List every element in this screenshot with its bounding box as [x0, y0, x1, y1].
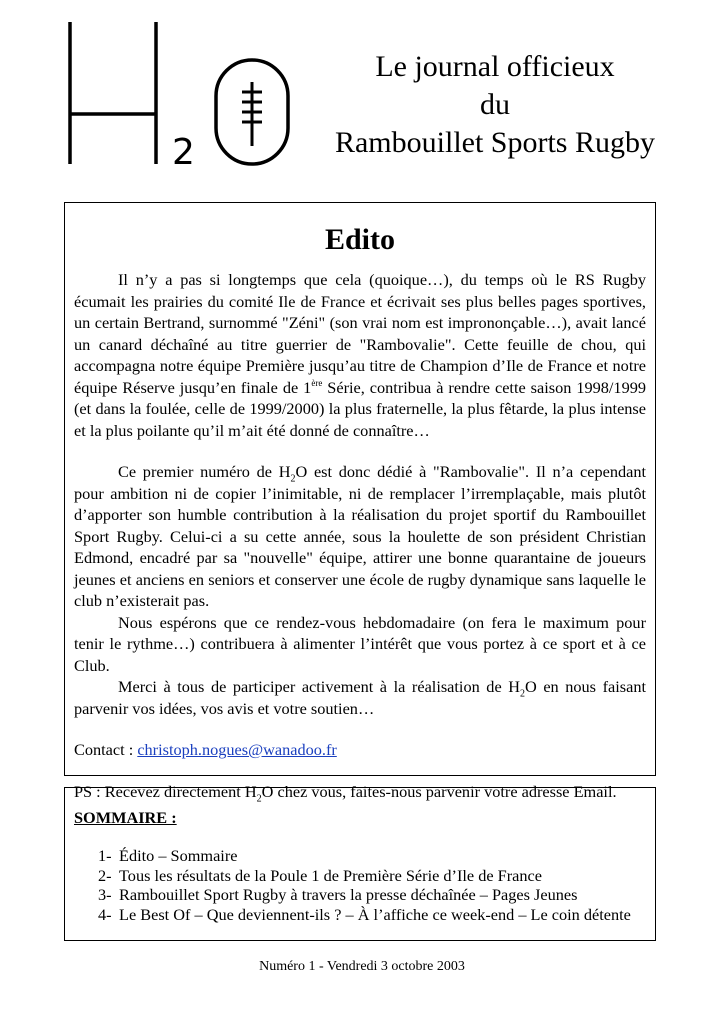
edito-box [64, 202, 656, 804]
issue-footer: Numéro 1 - Vendredi 3 octobre 2003 [259, 959, 465, 974]
edito-paragraph-4: Merci à tous de participer activement à la réalisation de $H_2O$ en nous faisant parvenir vos idées, vos avis et votre soutien… [74, 677, 646, 718]
title-line-1: Le journal officieux [375, 50, 615, 83]
sommaire-item: 3- Rambouillet Sport Rugby à travers la presse déchaînée – Pages Jeunes [98, 885, 578, 904]
ps-line: PS : Recevez directement $H_2O$ chez vous, faites-nous parvenir votre adresse Email. [74, 781, 617, 804]
contact-line: Contact : christoph.nogues@wanadoo.fr [74, 740, 337, 759]
edito-paragraph-1: Il n’y a pas si longtemps que cela (quoique…), du temps où le RS Rugby écumait les prairies du comité Ile de France et écrivait ses plus belles pages sportives, un certain Bertrand, surnommé "Zéni" (son vrai nom est imprononçable…), avait lancé un canard déchaîné au titre guerrier de "Rambovalie". Cette feuille de chou, qui accompagna notre équipe Première jusqu’au titre de Champion d’Ile de France et notre équipe Réserve jusqu’en finale de 1ère Série, contribua à rendre cette saison 1998/1999 (et dans la foulée, celle de 1999/2000) la plus fraternelle, la plus fêtarde, la plus intense et la plus poilante qu’il m’ait été donné de connaître… [74, 270, 646, 440]
journal-title [320, 48, 670, 162]
sommaire-item: 1- Édito – Sommaire [98, 846, 238, 865]
sommaire-list [74, 846, 646, 924]
edito-title: Edito [324, 223, 396, 256]
edito-paragraph-3: Nous espérons que ce rendez-vous hebdomadaire (on fera le maximum pour tenir le rythme…) contribuera à alimenter l’intérêt que vous portez à ce sport et à ce Club. [74, 612, 646, 675]
title-line-2: du [480, 88, 510, 121]
contact-email-link[interactable]: christoph.nogues@wanadoo.fr [137, 740, 337, 759]
sommaire-title: SOMMAIRE : [74, 808, 177, 827]
h2o-logo [62, 18, 302, 178]
sommaire-item: 4- Le Best Of – Que deviennent-ils ? – À l’affiche ce week-end – Le coin détente [98, 904, 631, 924]
sommaire-box [64, 787, 656, 941]
edito-paragraph-2: Ce premier numéro de $H_2O$ est donc dédié à "Rambovalie". Il n’a cependant pour ambition ni de copier l’inimitable, ni de remplacer l’irremplaçable, mais plutôt d’apporter son humble contribution à la réalisation du projet sportif du Rambouillet Sport Rugby. Celui-ci a su cette année, sous la houlette de son président Christian Edmond, encadré par sa "nouvelle" équipe, attirer une bonne quarantaine de joueurs jeunes et anciens en seniors et conserver une école de rugby dynamique sans laquelle le club n’existerait pas. [74, 462, 646, 610]
logo-subscript-2: 2 [172, 132, 195, 173]
title-line-3: Rambouillet Sports Rugby [334, 126, 655, 159]
sommaire-item: 2- Tous les résultats de la Poule 1 de Première Série d’Ile de France [98, 865, 542, 885]
